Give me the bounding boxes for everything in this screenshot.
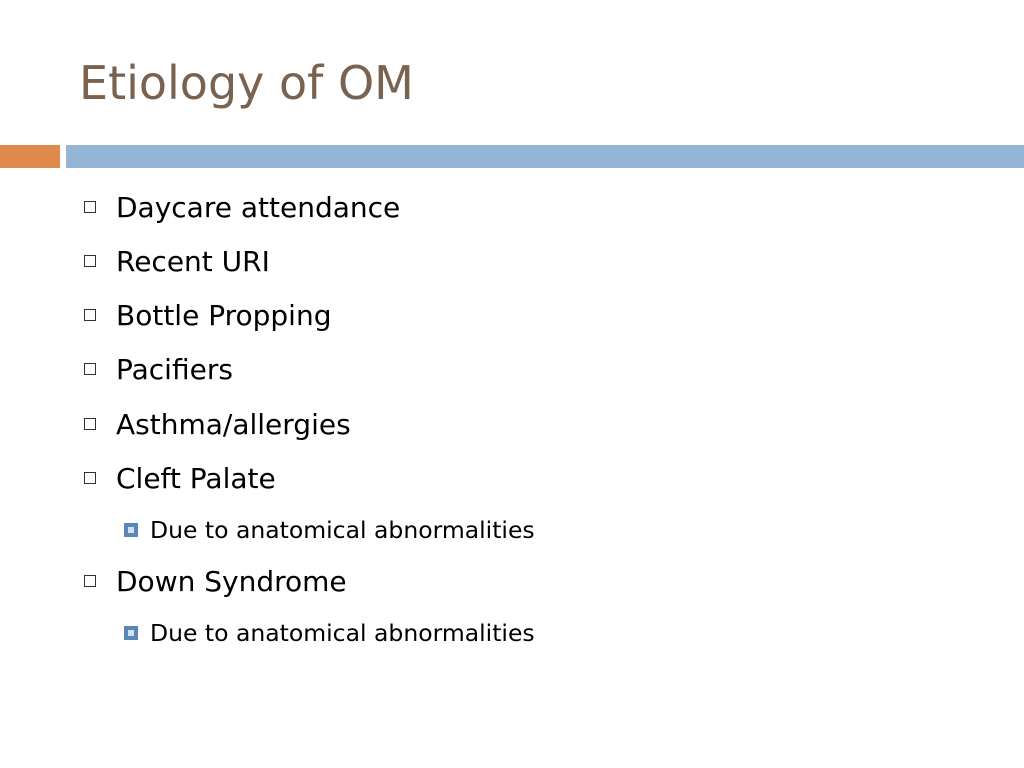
sub-bullet-text: Due to anatomical abnormalities [150, 516, 535, 544]
hollow-square-icon [84, 309, 96, 321]
slide-title: Etiology of OM [79, 56, 414, 110]
hollow-square-icon [84, 363, 96, 375]
bullet-text: Pacifiers [116, 353, 233, 386]
bullet-text: Bottle Propping [116, 299, 332, 332]
filled-square-icon [124, 523, 138, 537]
hollow-square-icon [84, 418, 96, 430]
hollow-square-icon [84, 575, 96, 587]
bullet-text: Cleft Palate [116, 462, 276, 495]
bullet-text: Recent URI [116, 245, 270, 278]
sub-bullet-text: Due to anatomical abnormalities [150, 619, 535, 647]
hollow-square-icon [84, 472, 96, 484]
bullet-text: Down Syndrome [116, 565, 347, 598]
filled-square-icon [124, 626, 138, 640]
bullet-text: Daycare attendance [116, 191, 401, 224]
hollow-square-icon [84, 255, 96, 267]
hollow-square-icon [84, 201, 96, 213]
bullet-text: Asthma/allergies [116, 408, 351, 441]
